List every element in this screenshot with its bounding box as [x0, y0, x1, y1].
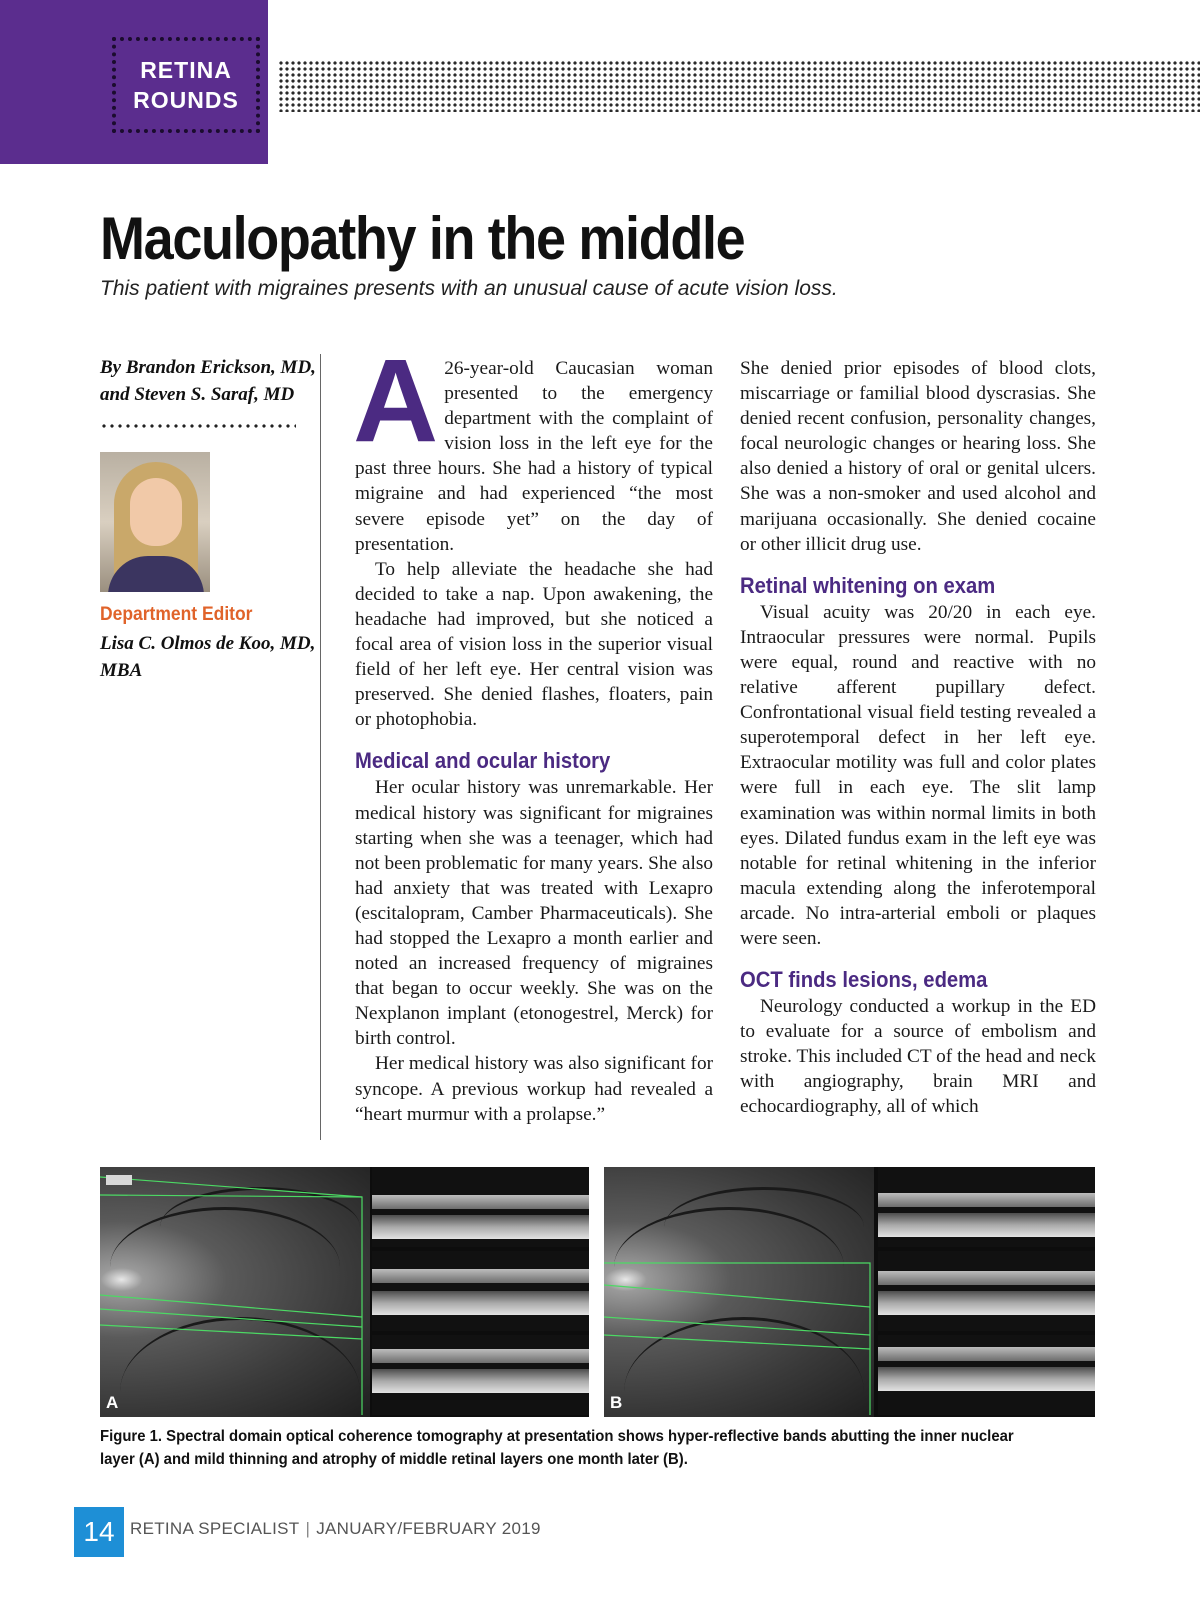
department-editor-label: Department Editor — [100, 604, 253, 625]
paragraph: Neurology conducted a workup in the ED to evaluate for a source of embolism and stroke. This included CT of the head and neck with angiography, brain MRI and echocardiography, all of which — [740, 996, 1096, 1118]
paragraph-text: 26-year-old Caucasian woman presented to the emergency department with the complaint of vision loss in the left eye for the past three hours. She had a history of typical migraine and had experienced “the most severe episode yet” on the day of presentation. — [355, 358, 713, 555]
heading-medical-history: Medical and ocular history — [355, 748, 611, 774]
paragraph: To help alleviate the headache she had decided to take a nap. Upon awakening, the headache had improved, but she noticed a focal area of vision loss in the superior visual field of her left eye. Her central vision was preserved. She denied flashes, floaters, pain or photophobia. — [355, 558, 713, 731]
section-banner — [0, 0, 268, 164]
paragraph: Her ocular history was unremarkable. Her medical history was significant for migraines starting when she was a teenager, which had not been problematic for many years. She also had anxiety that was treated with Lexapro (escitalopram, Camber Pharmaceuticals). She had stopped the Lexapro a month earlier and noted an increased frequency of migraines that began to occur weekly. She was on the Nexplanon implant (etonogestrel, Merck) for birth control. — [355, 777, 713, 1050]
article-title: Maculopathy in the middle — [100, 205, 745, 272]
figure-label-a: A — [106, 1393, 119, 1412]
publication-name: RETINA SPECIALIST — [130, 1519, 300, 1538]
figure-caption: Figure 1. Spectral domain optical coherence tomography at presentation shows hyper-reflective bands abutting the inner nuclear layer (A) and mild thinning and atrophy of middle retinal layers one month later (B). — [100, 1428, 1014, 1468]
section-label-line2: ROUNDS — [133, 87, 239, 113]
page-number: 14 — [74, 1507, 124, 1557]
section-label-box — [112, 37, 260, 133]
oct-scan-a1 — [372, 1167, 589, 1247]
dotted-header-band — [278, 60, 1200, 112]
oct-scan-b1 — [878, 1167, 1095, 1247]
figure-panel-a — [100, 1167, 589, 1417]
scan-lines-b — [604, 1167, 874, 1417]
article-subtitle: This patient with migraines presents with an unusual cause of acute vision loss. — [100, 277, 838, 300]
heading-oct-findings: OCT finds lesions, edema — [740, 967, 988, 993]
article-column-2 — [740, 356, 1096, 1120]
oct-scan-a3 — [372, 1335, 589, 1415]
section-label-line1: RETINA — [140, 57, 232, 83]
editor-photo — [100, 452, 210, 592]
drop-cap: A — [353, 335, 439, 467]
heading-retinal-whitening: Retinal whitening on exam — [740, 572, 996, 598]
article-column-1 — [353, 335, 713, 1127]
paragraph: She denied prior episodes of blood clots, miscarriage or familial blood dyscrasias. She denied recent confusion, personality changes, focal neurologic changes or hearing loss. She also denied a history of oral or genital ulcers. She was a non-smoker and used alcohol and marijuana occasionally. She denied cocaine or other illicit drug use. — [740, 358, 1096, 555]
author-byline: By Brandon Erickson, MD, and Steven S. Saraf, MD — [100, 357, 316, 405]
dotted-divider — [100, 422, 296, 430]
paragraph: Her medical history was also significant for syncope. A previous workup had revealed a “heart murmur with a prolapse.” — [355, 1053, 713, 1125]
author-sidebar — [100, 354, 316, 684]
figure-label-b: B — [610, 1393, 623, 1412]
department-editor-name: Lisa C. Olmos de Koo, MD, MBA — [100, 633, 316, 681]
paragraph — [353, 335, 713, 557]
running-footer — [130, 1519, 541, 1539]
paragraph: Visual acuity was 20/20 in each eye. Intraocular pressures were normal. Pupils were equal, round and reactive with no relative afferent pupillary defect. Confrontational visual field testing revealed a superotemporal defect in her left eye. Extraocular motility was full and color plates were full in each eye. The slit lamp examination was within normal limits in both eyes. Dilated fundus exam in the left eye was notable for retinal whitening in the inferior macula extending along the inferotemporal arcade. No intra-arterial emboli or plaques were seen. — [740, 601, 1096, 949]
image-tag — [106, 1175, 132, 1185]
sidebar-divider — [320, 354, 321, 1140]
issue-date: JANUARY/FEBRUARY 2019 — [316, 1519, 541, 1538]
oct-scan-b3 — [878, 1335, 1095, 1415]
oct-scan-b2 — [878, 1251, 1095, 1331]
oct-scan-a2 — [372, 1251, 589, 1331]
scan-lines-a — [100, 1167, 370, 1417]
footer-separator: | — [305, 1519, 311, 1538]
figure-panel-b — [604, 1167, 1095, 1417]
